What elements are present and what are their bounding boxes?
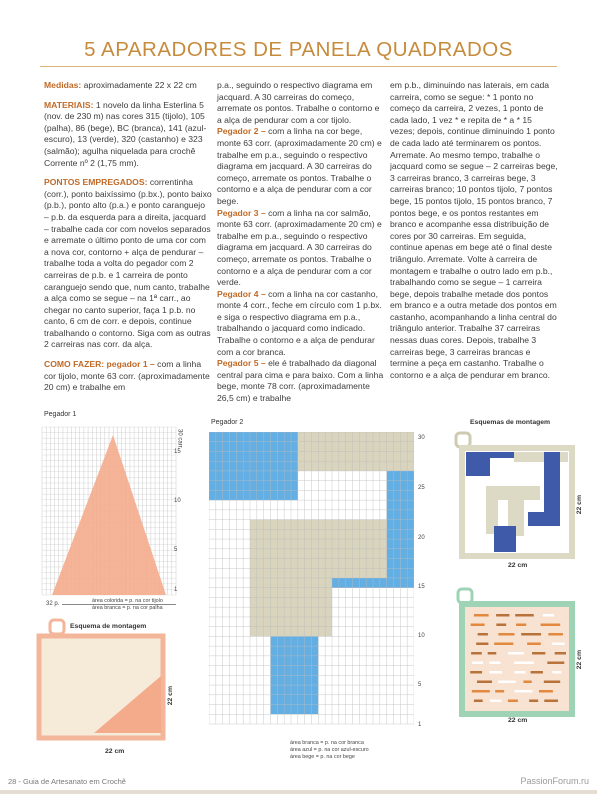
pegador4-paragraph bbox=[217, 289, 385, 359]
esquema-b-dash bbox=[470, 671, 482, 674]
pegador1-legend-1: área colorida = p. na cor tijolo bbox=[92, 598, 163, 604]
pegador2-row-25: 25 bbox=[418, 485, 425, 491]
como-fazer-paragraph bbox=[44, 359, 212, 394]
esquema-b-dash bbox=[552, 671, 561, 674]
pegador5-cont-paragraph: em p.b., diminuindo nas laterais, em cada carreira, como se segue: * 1 ponto no começo da carreira, 2 vezes, 1 ponto de cada lado, 1 vez * e repita de * a * 15 vezes; depois, continue diminuindo 1 ponto de cada lado até terminarem os pontos. Arremate. Ao mesmo tempo, trabalhe o jacquard como se segue – 2 carreiras bege, 3 carreiras branco, 3 carreiras bege, 3 carreiras branco; 10 pontos tijolo, 7 pontos bege, 15 pontos tijolo, 15 pontos branco, 7 pontos bege, e os pontos restantes em branco e acompanhe essa distribuição de cores por 30 carreiras. Em seguida, continue apenas em bege até o final deste triângulo. Arremate. Volte à carreira de montagem e trabalhe o outro lado em p.b., trabalhando como se segue – 1 carreira bege, depois trabalhe metade dos pontos em branco e a outra metade dos pontos em castanho, acompanhando a linha central do triângulo anterior. Trabalhe 37 carreiras nessas duas cores. Depois, trabalhe 3 carreiras bege, 3 carreiras brancas e termine a peça em castanho. Trabalhe o contorno e a alça de pendurar em branco. bbox=[390, 80, 558, 380]
esquema-b-dash bbox=[552, 643, 565, 646]
esquema-b-dash bbox=[498, 633, 514, 636]
esquema1-hanging-loop bbox=[50, 620, 64, 634]
esquema-b-dash bbox=[472, 690, 490, 693]
pegador2-label: Pegador 2 – bbox=[217, 126, 266, 137]
pegador2-row-5: 5 bbox=[418, 682, 422, 688]
footer-watermark: PassionForum.ru bbox=[520, 776, 589, 786]
pegador2-row-10: 10 bbox=[418, 633, 425, 639]
pegador2-paragraph bbox=[217, 126, 385, 207]
pegador2-row-20: 20 bbox=[418, 535, 425, 541]
esquema-b-dash bbox=[478, 633, 488, 636]
pontos-paragraph bbox=[44, 177, 212, 351]
pegador2-label: Pegador 2 bbox=[211, 419, 244, 426]
pegador1-row-10: 10 bbox=[174, 498, 181, 504]
materiais-label: MATERIAIS: bbox=[44, 99, 94, 110]
pegador1-row-15: 15 bbox=[174, 449, 181, 455]
esquema-b-dash bbox=[515, 614, 534, 617]
pegador2-color-block bbox=[209, 432, 298, 500]
esquema-b-dash bbox=[555, 652, 566, 655]
esquema-b-dash bbox=[547, 662, 564, 665]
como-fazer-label: COMO FAZER: pegador 1 – bbox=[44, 359, 155, 370]
footer-page-info: 28 - Guia de Artesanato em Crochê bbox=[8, 777, 126, 786]
esquema-b-dash bbox=[495, 690, 504, 693]
esquema-a-navy-hook bbox=[528, 512, 560, 526]
esquema-b-dash bbox=[529, 700, 538, 703]
esquema-b-dash bbox=[527, 643, 541, 646]
esquemas-title: Esquemas de montagem bbox=[470, 419, 551, 426]
esquema1-height-label: 22 cm bbox=[167, 686, 174, 706]
pegador2-legend-3: área bege = p. na cor bege bbox=[290, 754, 355, 760]
esquema-b-potholder bbox=[462, 604, 572, 714]
text-column-3 bbox=[390, 80, 558, 381]
esquema-b-dash bbox=[474, 614, 489, 617]
esquema-b-dash bbox=[539, 690, 553, 693]
esquema-b-dash bbox=[488, 652, 497, 655]
materiais-paragraph bbox=[44, 100, 212, 170]
esquema-a-diagram bbox=[448, 428, 578, 568]
pegador2-diagram bbox=[209, 432, 414, 732]
pegador1-row-5: 5 bbox=[174, 547, 178, 553]
esquema-b-dash bbox=[531, 671, 543, 674]
pegador5-text: ele é trabalhado da diagonal central para cima e para baixo. Com a linha bege, monte 78 corr. (aproximadamente 26,5 cm) e trabalhe bbox=[217, 358, 384, 404]
text-column-2 bbox=[217, 80, 385, 405]
esquema-b-dash bbox=[471, 624, 485, 627]
materiais-text: 1 novelo da linha Esterlina 5 (nov. de 230 m) nas cores 315 (tijolo), 105 (palha), 86 (bege), BC (branca), 141 (azul-escuro), 13 (verde), 320 (castanho) e 323 (salmão); agulha niquelada para crochê Corrente nº 2 (1,75 mm). bbox=[44, 99, 207, 168]
pegador2-chart bbox=[209, 432, 414, 732]
medidas-label: Medidas: bbox=[44, 80, 82, 90]
pegador3-label: Pegador 3 – bbox=[217, 207, 266, 218]
esquema-b-height-label: 22 cm bbox=[576, 650, 583, 670]
esquema-b-dash bbox=[541, 624, 561, 627]
title-rule bbox=[40, 66, 557, 67]
esquema-b-dash bbox=[477, 681, 492, 684]
esquema-a-width-label: 22 cm bbox=[508, 562, 528, 569]
pegador2-row-15: 15 bbox=[418, 584, 425, 590]
esquema-a-hanging-loop bbox=[456, 433, 470, 447]
esquema-a-navy-right bbox=[544, 452, 560, 512]
esquema-a-height-label: 22 cm bbox=[576, 495, 583, 515]
esquema-b-dash bbox=[472, 662, 483, 665]
page-title: 5 APARADORES DE PANELA QUADRADOS bbox=[84, 38, 513, 61]
esquema-b-dash bbox=[496, 624, 506, 627]
pegador5-label: Pegador 5 – bbox=[217, 358, 266, 369]
esquema-b-hanging-loop bbox=[458, 589, 472, 603]
pegador1-cont-paragraph: p.a., seguindo o respectivo diagrama em jacquard. A 30 carreiras do começo, arremate os pontos. Trabalhe o contorno e a alça de pendurar com a cor tijolo. bbox=[217, 80, 380, 125]
esquema-b-dash bbox=[543, 614, 554, 617]
text-column-1 bbox=[44, 80, 212, 394]
medidas-paragraph bbox=[44, 80, 212, 92]
esquema-b-dash bbox=[514, 662, 534, 665]
esquema-b-dash bbox=[548, 633, 563, 636]
esquema-b-dash bbox=[490, 700, 502, 703]
pegador1-legend-2: área branca = p. na cor palha bbox=[92, 605, 163, 611]
esquema-b-dash bbox=[521, 633, 541, 636]
como-fazer-text: com a linha cor tijolo, monte 63 corr. (aproximadamente 20 cm) e trabalhe em bbox=[44, 359, 210, 393]
pegador3-paragraph bbox=[217, 208, 385, 289]
esquema1-title: Esquema de montagem bbox=[70, 623, 147, 630]
esquema-b-diagram bbox=[448, 584, 578, 724]
esquema-b-dash bbox=[544, 681, 560, 684]
pontos-text: correntinha (corr.), ponto baixíssimo (p.bx.), ponto baixo (p.b.), ponto alto (p.a.) e ponto caranguejo – p.b. da esquerda para a direita, jacquard – trabalhe cada cor com novelos separados e arremate o último ponto de uma cor com a nova cor, contorno + alça de pendurar – trabalhe toda a volta do pegador com 2 carreiras de p.b. e 1 carreira de ponto caranguejo sendo que, num canto, trabalhe a alça como se segue – na 1ª carr., ao chegar no canto superior, faça 1 p.b. no canto, 6 cm de corr. e depois, continue trabalhando o contorno. Siga com as outras 2 carreiras nas corr. da alça. bbox=[44, 177, 212, 350]
esquema-b-dash bbox=[496, 614, 509, 617]
pegador1-stitch-count: 32 p. bbox=[46, 601, 60, 607]
esquema-b-dash bbox=[489, 662, 500, 665]
pegador5-paragraph bbox=[217, 358, 385, 404]
esquema-b-dash bbox=[508, 652, 524, 655]
esquema-b-dash bbox=[471, 652, 482, 655]
footer-rule bbox=[0, 790, 597, 794]
esquema-a-navy-bottom bbox=[494, 526, 516, 552]
esquema-b-dash bbox=[474, 700, 483, 703]
esquema-b-width-label: 22 cm bbox=[508, 717, 528, 724]
esquema-b-dash bbox=[523, 681, 531, 684]
esquema1-diagram bbox=[34, 616, 194, 751]
pegador2-row-30: 30 bbox=[418, 435, 425, 441]
esquema1-width-label: 22 cm bbox=[105, 748, 125, 755]
esquema-b-dash bbox=[489, 671, 502, 674]
esquema-b-dash bbox=[508, 700, 518, 703]
esquema-b-dash bbox=[494, 643, 513, 646]
esquema-b-dash bbox=[516, 624, 526, 627]
pegador1-rows-label: 30 carr. bbox=[176, 429, 183, 450]
esquema-b-dash bbox=[514, 671, 525, 674]
pegador2-legend-1: área branca = p. na cor branca bbox=[290, 740, 364, 746]
pegador1-row-1: 1 bbox=[174, 587, 178, 593]
pontos-label: PONTOS EMPREGADOS: bbox=[44, 177, 148, 188]
esquema-b-dash bbox=[532, 652, 545, 655]
pegador2-legend-2: área azul = p. na cor azul-escuro bbox=[290, 747, 369, 753]
pegador2-text: com a linha na cor bege, monte 63 corr. (aproximadamente 20 cm) e trabalhe em p.a., seguindo o respectivo diagrama em jacquard. A 30 carreiras do começo, arremate os pontos. Trabalhe o contorno e a alça de pendurar com a cor bege. bbox=[217, 126, 382, 206]
pegador3-text: com a linha na cor salmão, monte 63 corr. (aproximadamente 20 cm) e trabalhe em p.a., seguindo o respectivo diagrama em jacquard. A 30 carreiras do começo, arremate os pontos. Trabalhe o contorno e a alça de pendurar com a cor verde. bbox=[217, 207, 382, 288]
pegador1-triangle bbox=[52, 435, 166, 595]
esquema-b-dash bbox=[515, 690, 533, 693]
esquema-a-navy-corner bbox=[466, 452, 490, 476]
pegador4-text: com a linha na cor castanho, monte 4 corr., feche em círculo com 1 p.bx. e siga o respectivo diagrama em p.a., trabalhando o jacquard como indicado. Trabalhe o contorno e a alça de pendurar com a cor branca. bbox=[217, 288, 382, 357]
esquema-b-dash bbox=[476, 643, 488, 646]
pegador2-row-1: 1 bbox=[418, 722, 422, 728]
medidas-text: aproximadamente 22 x 22 cm bbox=[81, 80, 197, 90]
esquema-b-dash bbox=[498, 681, 516, 684]
pegador4-label: Pegador 4 – bbox=[217, 288, 266, 299]
pegador1-label: Pegador 1 bbox=[44, 411, 77, 418]
esquema-b-dash bbox=[544, 700, 558, 703]
